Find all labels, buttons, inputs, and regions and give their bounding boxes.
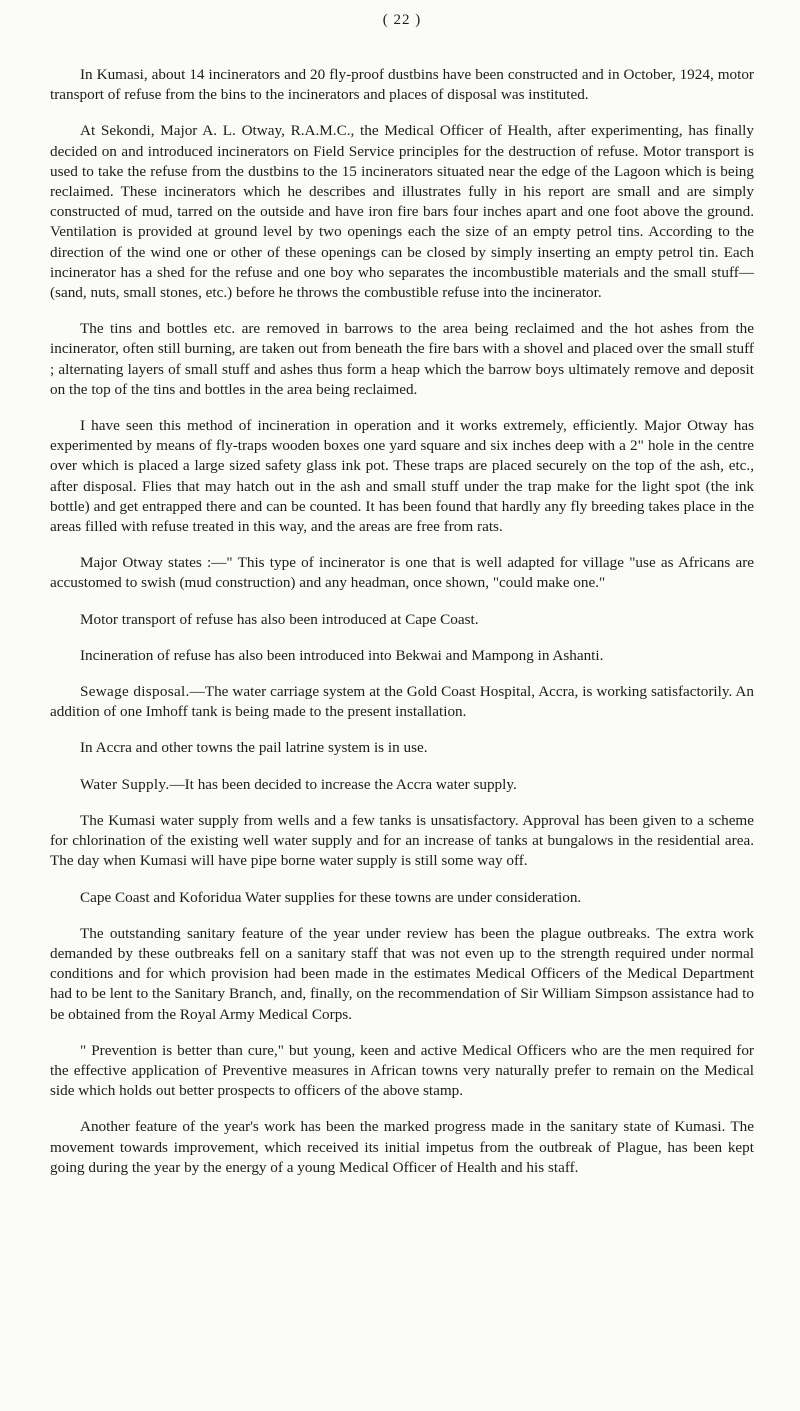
paragraph-text: The outstanding sanitary feature of the year under review has been the plague outbreaks. The extra work demanded by these outbreaks fell on a sanitary staff that was not even up to the strength required under normal conditions and for which provision had been made in the estimates Medical Officers of the Medical Department had to be lent to the Sanitary Branch, and, finally, on the recommendation of Sir William Simpson assistance had to be obtained from the Royal Army Medical Corps. <box>50 924 754 1023</box>
paragraph-text: " Prevention is better than cure," but young, keen and active Medical Officers who are the men required for the effective application of Preventive measures in African towns very naturally prefer to remain on the Medical side which holds out better prospects to officers of the above stamp. <box>50 1041 754 1100</box>
paragraph-text: —It has been decided to increase the Accra water supply. <box>169 775 517 793</box>
paragraph-otway-quote <box>50 553 754 593</box>
paragraph-text: In Accra and other towns the pail latrine system is in use. <box>80 739 428 757</box>
section-heading-sewage: Sewage disposal. <box>80 683 190 701</box>
paragraph-text: Cape Coast and Koforidua Water supplies for these towns are under consideration. <box>80 888 582 906</box>
paragraph-kumasi-progress <box>50 1117 754 1178</box>
paragraph-prevention <box>50 1041 754 1102</box>
paragraph-sekondi-incinerators <box>50 121 754 303</box>
paragraph-text: Another feature of the year's work has been the marked progress made in the sanitary state of Kumasi. The movement towards improvement, which received its initial impetus from the outbreak of Plague, has been kept going during the year by the energy of a young Medical Officer of Health and his staff. <box>50 1118 754 1176</box>
paragraph-text: Incineration of refuse has also been introduced into Bekwai and Mampong in Ashanti. <box>80 646 604 664</box>
paragraph-cape-coast-transport <box>50 610 754 630</box>
paragraph-text: I have seen this method of incineration in operation and it works extremely, efficiently. Major Otway has experimented by means of fly-traps wooden boxes one yard square and six inches deep with a 2" hole in the centre over which is placed a large sized safety glass ink pot. These traps are placed securely on the top of the ash, etc., after disposal. Flies that may hatch out in the ash and small stuff under the trap make for the light spot (the ink bottle) and get entrapped there and can be counted. It has been found that hardly any fly breeding takes place in the areas filled with refuse treated in this way, and the areas are free from rats. <box>50 417 754 536</box>
paragraph-text: Major Otway states :—" This type of incinerator is one that is well adapted for village "use as Africans are accustomed to swish (mud construction) and any headman, once shown, "could make one." <box>50 554 754 592</box>
paragraph-text: At Sekondi, Major A. L. Otway, R.A.M.C., the Medical Officer of Health, after experimenting, has finally decided on and introduced incinerators on Field Service principles for the destruction of refuse. Motor transport is used to take the refuse from the dustbins to the 15 incinerators situated near the edge of the Lagoon which is being reclaimed. These incinerators which he describes and illustrates fully in his report are small and are simply constructed of mud, tarred on the outside and have iron fire bars four inches apart and one foot above the ground. Ventilation is provided at ground level by two openings each the size of an empty petrol tins. According to the direction of the wind one or other of these openings can be closed by simply inserting an empty petrol tin. Each incinerator has a shed for the refuse and one boy who separates the incombustible materials and the small stuff—(sand, nuts, small stones, etc.) before he throws the combustible refuse into the incinerator. <box>50 122 754 302</box>
paragraph-text: In Kumasi, about 14 incinerators and 20 fly-proof dustbins have been constructed and in October, 1924, motor transport of refuse from the bins to the incinerators and places of disposal was instituted. <box>50 66 754 104</box>
paragraph-fly-traps <box>50 416 754 537</box>
page-number: ( 22 ) <box>382 12 422 28</box>
paragraph-kumasi-incinerators <box>50 65 754 105</box>
paragraph-text: The Kumasi water supply from wells and a few tanks is unsatisfactory. Approval has been given to a scheme for chlorination of the existing well water supply and for an increase of tanks at bungalows in the residential area. The day when Kumasi will have pipe borne water supply is still some way off. <box>50 811 754 870</box>
paragraph-text: The tins and bottles etc. are removed in barrows to the area being reclaimed and the hot ashes from the incinerator, often still burning, are taken out from beneath the fire bars with a shovel and placed over the small stuff ; alternating layers of small stuff and ashes thus form a heap which the barrow boys ultimately remove and deposit on the top of the tins and bottles in the area being reclaimed. <box>50 320 754 398</box>
paragraph-water-supply <box>50 775 754 795</box>
section-heading-water-supply: Water Supply. <box>80 775 170 793</box>
paragraph-kumasi-water <box>50 811 754 872</box>
paragraph-pail-latrine <box>50 738 754 758</box>
paragraph-tins-and-ashes <box>50 319 754 400</box>
paragraph-sewage-disposal <box>50 682 754 722</box>
paragraph-cape-coast-koforidua <box>50 888 754 908</box>
paragraph-text: Motor transport of refuse has also been introduced at Cape Coast. <box>80 610 479 628</box>
paragraph-bekwai-mampong <box>50 646 754 666</box>
paragraph-text: —The water carriage system at the Gold Coast Hospital, Accra, is working satisfactorily. An addition of one Imhoff tank is being made to the present installation. <box>50 683 754 721</box>
paragraph-plague-outbreaks <box>50 924 754 1025</box>
